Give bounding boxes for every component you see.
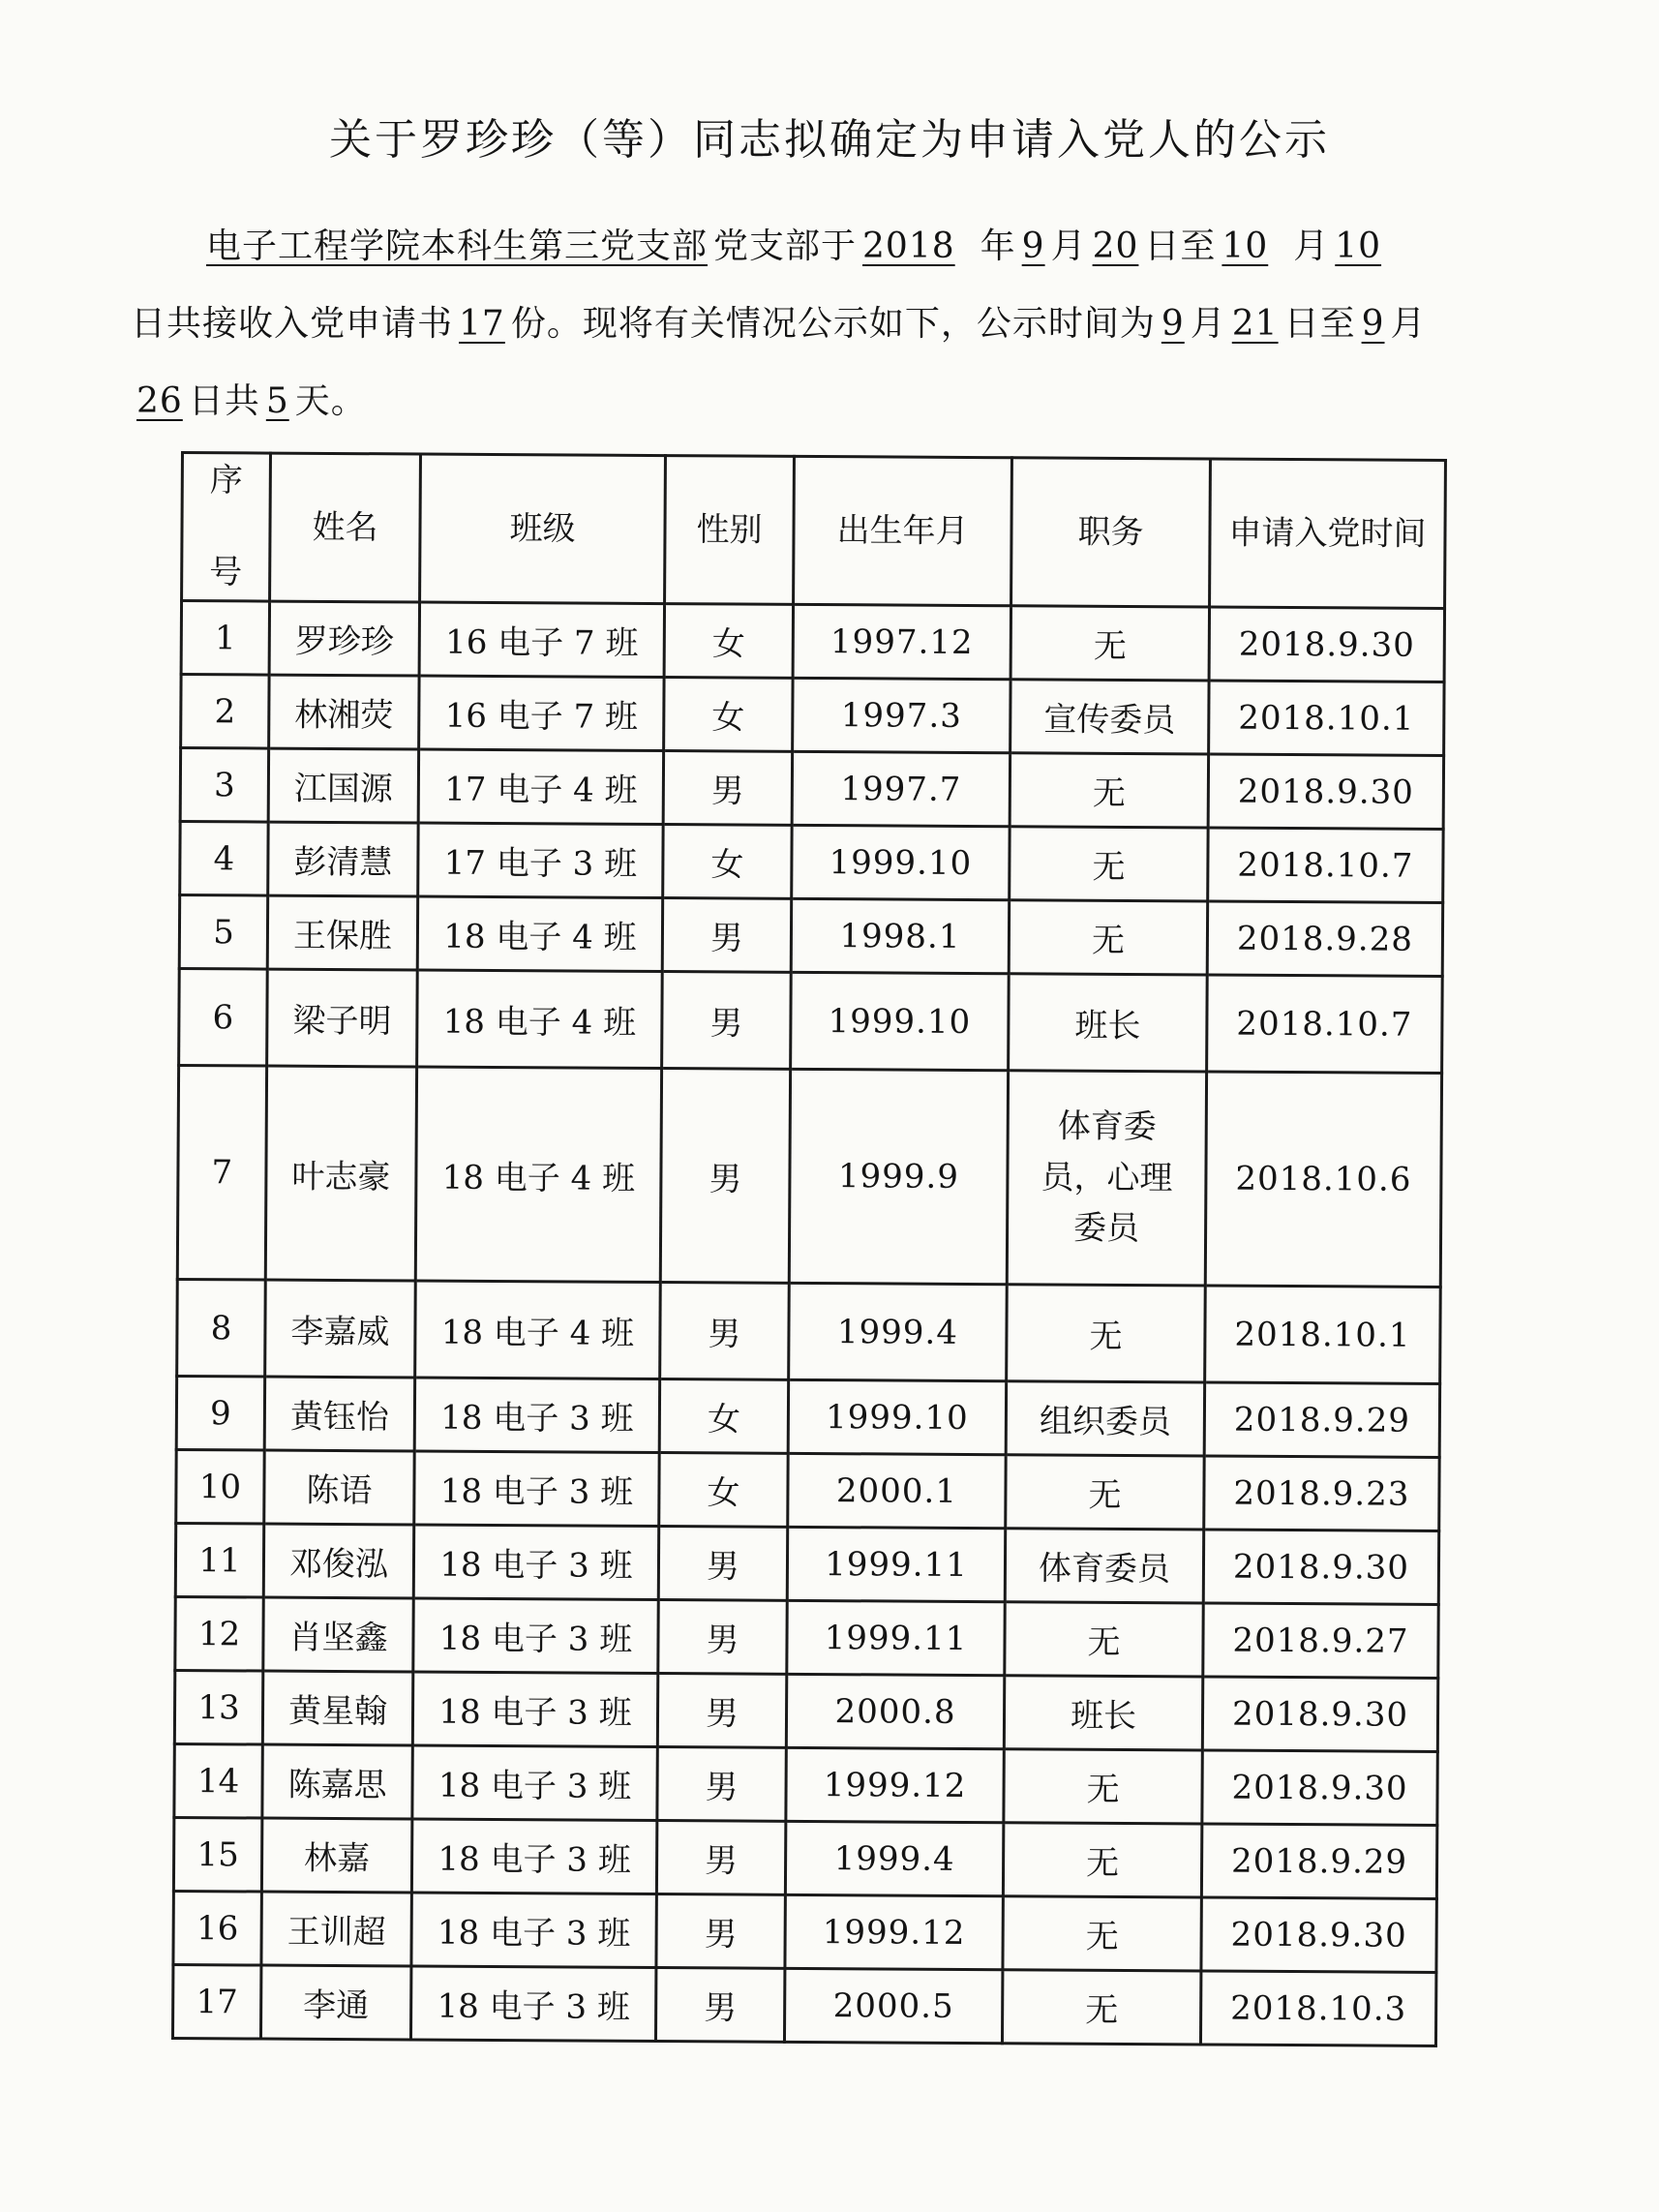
cell-date: 2018.10.6	[1205, 1072, 1441, 1287]
table-row	[177, 1279, 1441, 1383]
publicity-to-month: 9	[1361, 304, 1385, 344]
cell-name: 黄星翰	[262, 1671, 412, 1745]
cell-gender: 男	[657, 1674, 786, 1748]
cell-name: 叶志豪	[265, 1066, 416, 1281]
role-line: 体育委	[1057, 1106, 1157, 1147]
cell-birth: 2000.8	[786, 1674, 1004, 1748]
header-role: 职务	[1011, 458, 1211, 607]
table-row	[174, 1743, 1437, 1825]
cell-date: 2018.9.29	[1201, 1824, 1436, 1898]
cell-gender: 女	[664, 604, 793, 679]
publicity-to-day: 26	[136, 381, 183, 421]
intro-text: 日至	[1283, 304, 1356, 344]
cell-gender: 男	[657, 1747, 786, 1822]
cell-birth: 1999.10	[788, 1379, 1006, 1454]
cell-role: 无	[1004, 1749, 1202, 1824]
cell-date: 2018.9.30	[1202, 1750, 1437, 1825]
receive-to-day: 10	[1335, 227, 1382, 266]
table-row	[176, 1376, 1439, 1457]
intro-text: 天。	[294, 381, 367, 421]
cell-role: 体育委员	[1005, 1529, 1203, 1603]
intro-text: 日至	[1144, 227, 1217, 266]
cell-no: 17	[172, 1964, 260, 2039]
cell-class: 18 电子 3 班	[413, 1598, 658, 1674]
cell-no: 7	[177, 1065, 266, 1280]
table-row	[179, 968, 1443, 1073]
receive-year: 2018	[862, 227, 955, 266]
cell-date: 2018.10.1	[1205, 1286, 1441, 1383]
cell-no: 4	[180, 822, 268, 896]
page-title: 关于罗珍珍（等）同志拟确定为申请入党人的公示	[329, 115, 1330, 165]
cell-date: 2018.9.30	[1208, 754, 1443, 829]
cell-name: 王保胜	[267, 895, 417, 970]
cell-class: 18 电子 4 班	[417, 970, 663, 1069]
cell-role: 无	[1010, 827, 1208, 901]
cell-role: 无	[1003, 1823, 1201, 1897]
cell-name: 罗珍珍	[269, 601, 419, 676]
intro-text: 月	[1190, 304, 1226, 344]
cell-birth: 1999.11	[787, 1600, 1005, 1675]
intro-line-3	[131, 363, 1534, 440]
cell-class: 18 电子 3 班	[412, 1745, 657, 1821]
cell-name: 梁子明	[267, 969, 418, 1067]
intro-text: 月	[1390, 304, 1427, 344]
cell-name: 王训超	[261, 1892, 411, 1966]
cell-birth: 1999.10	[792, 825, 1010, 899]
cell-no: 8	[177, 1279, 266, 1377]
cell-class: 18 电子 4 班	[417, 896, 662, 972]
table-row	[181, 601, 1444, 682]
cell-birth: 1999.12	[785, 1894, 1003, 1969]
cell-class: 18 电子 3 班	[410, 1966, 655, 2042]
cell-role: 组织委员	[1006, 1381, 1204, 1456]
cell-no: 14	[174, 1743, 262, 1818]
cell-name: 江国源	[268, 748, 418, 823]
table-row	[180, 822, 1443, 903]
cell-date: 2018.10.7	[1207, 975, 1443, 1073]
cell-name: 陈嘉思	[262, 1744, 412, 1819]
cell-birth: 1999.10	[791, 972, 1010, 1070]
cell-gender: 男	[663, 751, 792, 826]
cell-role: 无	[1002, 1970, 1200, 2045]
cell-date: 2018.9.27	[1203, 1603, 1438, 1678]
application-count: 17	[459, 304, 505, 344]
cell-date: 2018.9.30	[1202, 1677, 1437, 1751]
role-line: 员，心理	[1041, 1158, 1173, 1197]
cell-birth: 2000.1	[788, 1453, 1006, 1528]
branch-name: 电子工程学院本科生第三党支部	[206, 227, 709, 266]
table-row	[173, 1817, 1436, 1898]
table-row	[176, 1449, 1439, 1530]
cell-date: 2018.9.29	[1204, 1382, 1439, 1457]
cell-gender: 男	[655, 1968, 784, 2043]
header-name: 姓名	[270, 453, 421, 602]
cell-date: 2018.9.30	[1203, 1530, 1438, 1604]
role-line: 委员	[1072, 1208, 1140, 1249]
cell-birth: 1999.4	[789, 1283, 1008, 1380]
table-row	[172, 1964, 1435, 2045]
table-row	[174, 1670, 1437, 1751]
cell-class: 18 电子 4 班	[415, 1067, 661, 1283]
cell-gender: 女	[664, 678, 793, 752]
intro-text: 份。现将有关情况公示如下，公示时间为	[510, 304, 1156, 344]
cell-no: 12	[175, 1596, 263, 1671]
cell-name: 邓俊泓	[263, 1524, 413, 1598]
cell-class: 16 电子 7 班	[419, 602, 664, 678]
cell-gender: 男	[658, 1527, 787, 1601]
intro-paragraph	[131, 208, 1534, 440]
cell-role: 无	[1006, 1455, 1204, 1530]
receive-to-month: 10	[1222, 227, 1269, 266]
cell-gender: 男	[656, 1894, 785, 1969]
cell-date: 2018.9.23	[1204, 1456, 1439, 1530]
cell-date: 2018.10.3	[1200, 1971, 1435, 2045]
intro-text: 年	[980, 227, 1016, 266]
cell-birth: 1999.9	[789, 1069, 1008, 1284]
cell-name: 林湘荧	[269, 675, 419, 749]
intro-text: 日共	[188, 381, 260, 421]
cell-gender: 男	[658, 1600, 787, 1675]
cell-birth: 2000.5	[784, 1968, 1002, 2043]
cell-no: 15	[173, 1817, 261, 1892]
intro-line-2	[131, 286, 1534, 363]
header-class: 班级	[420, 454, 666, 604]
applicants-table	[171, 451, 1447, 2047]
cell-name: 李通	[260, 1965, 410, 2040]
intro-text: 党支部于	[713, 227, 858, 266]
cell-no: 9	[176, 1376, 264, 1450]
cell-birth: 1997.3	[793, 678, 1010, 752]
header-seq	[182, 453, 271, 602]
cell-class: 18 电子 4 班	[415, 1281, 661, 1379]
cell-name: 陈语	[264, 1450, 414, 1525]
intro-text: 月	[1293, 227, 1330, 266]
cell-birth: 1999.11	[787, 1527, 1005, 1601]
cell-no: 1	[181, 601, 269, 676]
cell-role: 班长	[1009, 974, 1208, 1072]
cell-class: 17 电子 3 班	[418, 823, 663, 898]
cell-class: 16 电子 7 班	[419, 676, 664, 751]
cell-birth: 1997.12	[793, 604, 1010, 679]
cell-no: 6	[179, 968, 268, 1066]
publicity-from-month: 9	[1161, 304, 1185, 344]
cell-date: 2018.9.28	[1207, 901, 1442, 976]
header-birth: 出生年月	[794, 456, 1012, 605]
cell-role: 无	[1010, 753, 1208, 828]
cell-class: 17 电子 4 班	[418, 749, 663, 825]
cell-class: 18 电子 3 班	[414, 1451, 659, 1527]
publicity-from-day: 21	[1231, 304, 1279, 344]
cell-name: 肖坚鑫	[263, 1597, 413, 1672]
cell-no: 5	[179, 895, 267, 970]
cell-birth: 1998.1	[791, 898, 1009, 973]
header-seq-bottom: 号	[209, 552, 243, 592]
cell-date: 2018.10.7	[1208, 828, 1443, 902]
cell-role: 无	[1010, 606, 1209, 681]
cell-no: 10	[176, 1449, 264, 1524]
cell-role: 班长	[1004, 1676, 1202, 1750]
receive-from-month: 9	[1021, 227, 1045, 266]
cell-no: 2	[181, 675, 269, 749]
cell-gender: 男	[660, 1069, 790, 1284]
cell-date: 2018.10.1	[1209, 681, 1444, 755]
cell-class: 18 电子 3 班	[413, 1525, 658, 1600]
cell-role: 无	[1005, 1602, 1203, 1677]
table-row	[175, 1596, 1438, 1678]
cell-name: 李嘉威	[265, 1280, 416, 1378]
cell-birth: 1999.4	[785, 1821, 1003, 1895]
cell-no: 13	[174, 1670, 262, 1744]
cell-no: 16	[173, 1891, 261, 1965]
cell-name: 黄钰怡	[264, 1377, 414, 1451]
cell-gender: 男	[662, 972, 792, 1070]
cell-gender: 女	[659, 1453, 788, 1528]
cell-role	[1007, 1071, 1206, 1286]
intro-text: 月	[1050, 227, 1087, 266]
cell-no: 11	[175, 1523, 263, 1597]
cell-gender: 女	[659, 1379, 788, 1454]
cell-gender: 男	[656, 1821, 785, 1895]
cell-no: 3	[180, 748, 268, 823]
intro-line-1	[131, 208, 1534, 286]
cell-gender: 男	[662, 898, 791, 973]
cell-class: 18 电子 3 班	[411, 1819, 656, 1894]
cell-gender: 男	[660, 1283, 790, 1380]
cell-name: 彭清慧	[268, 822, 418, 896]
intro-text: 日共接收入党申请书	[131, 304, 454, 344]
cell-class: 18 电子 3 班	[414, 1378, 659, 1453]
header-apply-date: 申请入党时间	[1210, 459, 1446, 608]
cell-role: 无	[1003, 1896, 1201, 1971]
table-row	[179, 895, 1442, 977]
table-row	[173, 1891, 1436, 1972]
cell-birth: 1997.7	[792, 751, 1010, 826]
table-row	[181, 675, 1444, 756]
table-row	[177, 1065, 1441, 1287]
cell-role: 无	[1007, 1285, 1206, 1382]
cell-gender: 女	[663, 825, 792, 899]
cell-date: 2018.9.30	[1209, 607, 1444, 682]
cell-name: 林嘉	[261, 1818, 411, 1893]
table-header-row	[182, 453, 1446, 609]
table-row	[175, 1523, 1438, 1604]
cell-role: 宣传委员	[1010, 680, 1209, 754]
header-seq-top: 序	[209, 460, 243, 500]
publicity-days: 5	[265, 381, 289, 421]
cell-class: 18 电子 3 班	[412, 1672, 657, 1747]
table-row	[180, 748, 1443, 830]
cell-role: 无	[1009, 900, 1207, 975]
cell-date: 2018.9.30	[1201, 1897, 1436, 1972]
cell-class: 18 电子 3 班	[411, 1893, 656, 1968]
receive-from-day: 20	[1092, 227, 1139, 266]
cell-birth: 1999.12	[786, 1747, 1004, 1822]
header-gender: 性别	[665, 456, 795, 605]
